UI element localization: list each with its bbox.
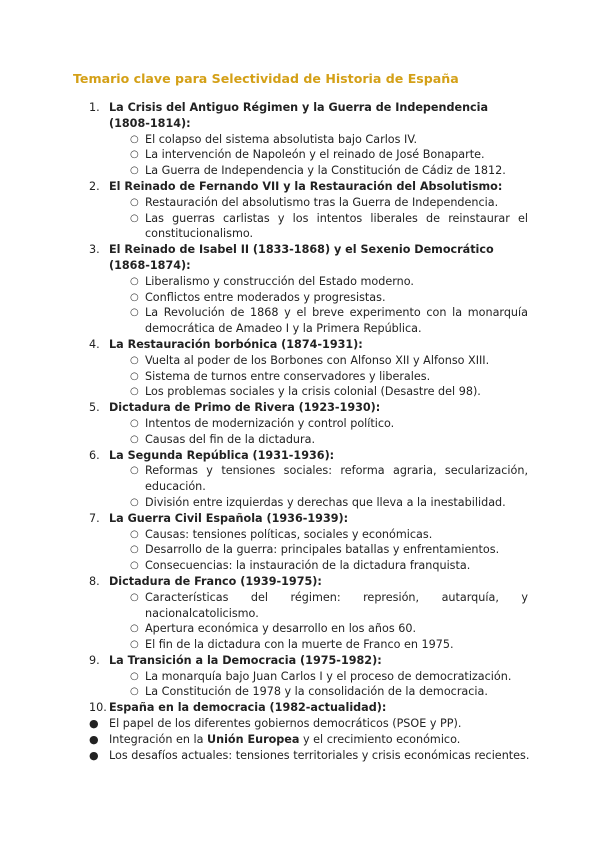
sub-item [0, 384, 600, 400]
hollow-bullet-icon: ○ [130, 623, 139, 635]
sub-item-text: La intervención de Napoleón y el reinado de José Bonaparte. [145, 148, 485, 162]
hollow-bullet-icon: ○ [130, 544, 139, 556]
sub-item [0, 432, 600, 448]
item-number: 1. [89, 101, 100, 114]
item-number: 8. [89, 574, 100, 588]
hollow-bullet-icon: ○ [130, 307, 139, 319]
bullet-item [0, 716, 600, 732]
sub-item [0, 558, 600, 574]
item-heading: La Transición a la Democracia (1975-1982): [109, 653, 382, 667]
item-number: 5. [89, 401, 100, 415]
hollow-bullet-icon: ○ [130, 465, 139, 477]
bullet-text: Los desafíos actuales: tensiones territoriales y crisis económicas recientes. [109, 748, 530, 762]
sub-item-text: El colapso del sistema absolutista bajo Carlos IV. [145, 132, 418, 146]
filled-bullet-icon: ● [89, 748, 99, 762]
sub-item-text: La Constitución de 1978 y la consolidación de la democracia. [145, 685, 488, 699]
sub-item-text: Consecuencias: la instauración de la dictadura franquista. [145, 559, 471, 573]
sub-item [0, 305, 600, 337]
sub-item-text: Conflictos entre moderados y progresistas. [145, 290, 386, 304]
filled-bullet-icon: ● [89, 732, 99, 746]
item-number: 6. [89, 448, 100, 462]
sub-item [0, 590, 600, 622]
sub-item-text: Los problemas sociales y la crisis colonial (Desastre del 98). [145, 385, 481, 399]
sub-item-text: Intentos de modernización y control político. [145, 416, 395, 430]
list-item [0, 448, 600, 464]
list-item [0, 100, 600, 132]
hollow-bullet-icon: ○ [130, 370, 139, 382]
sub-item [0, 211, 600, 243]
item-heading: La Guerra Civil Española (1936-1939): [109, 511, 349, 525]
sub-item [0, 147, 600, 163]
bullet-text: El papel de los diferentes gobiernos democráticos (PSOE y PP). [109, 717, 462, 731]
sub-item [0, 416, 600, 432]
sub-item-text: Liberalismo y construcción del Estado moderno. [145, 274, 414, 288]
filled-bullet-icon: ● [89, 717, 99, 731]
item-heading: España en la democracia (1982-actualidad): [109, 701, 387, 715]
topic-list [0, 100, 600, 763]
item-heading: La Restauración borbónica (1874-1931): [109, 337, 363, 351]
sub-item-text: La Guerra de Independencia y la Constitución de Cádiz de 1812. [145, 164, 506, 178]
sub-item [0, 353, 600, 369]
sub-item [0, 274, 600, 290]
hollow-bullet-icon: ○ [130, 670, 139, 682]
item-heading: La Segunda República (1931-1936): [109, 448, 335, 462]
hollow-bullet-icon: ○ [130, 560, 139, 572]
sub-item-text: La monarquía bajo Juan Carlos I y el proceso de democratización. [145, 669, 512, 683]
sub-item-text: Desarrollo de la guerra: principales batallas y enfrentamientos. [145, 543, 500, 557]
sub-item-text: División entre izquierdas y derechas que lleva a la inestabilidad. [145, 495, 506, 509]
hollow-bullet-icon: ○ [130, 354, 139, 366]
sub-item-text: Características del régimen: represión, autarquía, y nacionalcatolicismo. [145, 590, 528, 620]
item-heading: El Reinado de Fernando VII y la Restauración del Absolutismo: [109, 179, 503, 193]
sub-item-text: El fin de la dictadura con la muerte de Franco en 1975. [145, 638, 454, 652]
hollow-bullet-icon: ○ [130, 417, 139, 429]
sub-item [0, 684, 600, 700]
sub-item [0, 195, 600, 211]
item-heading: El Reinado de Isabel II (1833-1868) y el Sexenio Democrático (1868-1874): [109, 243, 494, 272]
sub-item-text: Causas: tensiones políticas, sociales y económicas. [145, 527, 433, 541]
sub-item [0, 290, 600, 306]
item-heading: Dictadura de Franco (1939-1975): [109, 574, 322, 588]
sub-item-text: Apertura económica y desarrollo en los años 60. [145, 622, 417, 636]
hollow-bullet-icon: ○ [130, 149, 139, 161]
hollow-bullet-icon: ○ [130, 275, 139, 287]
list-item [0, 242, 600, 274]
sub-item [0, 669, 600, 685]
list-item [0, 574, 600, 590]
sub-item-text: Causas del fin de la dictadura. [145, 432, 316, 446]
sub-item [0, 163, 600, 179]
hollow-bullet-icon: ○ [130, 433, 139, 445]
hollow-bullet-icon: ○ [130, 165, 139, 177]
sub-item-text: Sistema de turnos entre conservadores y liberales. [145, 369, 431, 383]
bullet-text: Integración en la Unión Europea y el crecimiento económico. [109, 732, 461, 746]
item-number: 7. [89, 511, 100, 525]
list-item [0, 400, 600, 416]
list-item [0, 511, 600, 527]
item-heading: La Crisis del Antiguo Régimen y la Guerra de Independencia (1808-1814): [109, 101, 489, 130]
list-item [0, 179, 600, 195]
list-item [0, 700, 600, 716]
hollow-bullet-icon: ○ [130, 196, 139, 208]
hollow-bullet-icon: ○ [130, 212, 139, 224]
sub-item [0, 369, 600, 385]
list-item [0, 653, 600, 669]
hollow-bullet-icon: ○ [130, 133, 139, 145]
bullet-bold-text: Unión Europea [207, 732, 300, 746]
hollow-bullet-icon: ○ [130, 496, 139, 508]
sub-item [0, 637, 600, 653]
sub-item-text: Las guerras carlistas y los intentos liberales de reinstaurar el constitucionalismo. [145, 211, 528, 241]
hollow-bullet-icon: ○ [130, 686, 139, 698]
sub-item [0, 463, 600, 495]
sub-item [0, 132, 600, 148]
hollow-bullet-icon: ○ [130, 291, 139, 303]
hollow-bullet-icon: ○ [130, 591, 139, 603]
item-number: 3. [89, 243, 100, 257]
hollow-bullet-icon: ○ [130, 639, 139, 651]
document-title: Temario clave para Selectividad de Historia de España [73, 71, 459, 86]
sub-item [0, 495, 600, 511]
sub-item-text: Reformas y tensiones sociales: reforma agraria, secularización, educación. [145, 464, 528, 494]
sub-item-text: Vuelta al poder de los Borbones con Alfonso XII y Alfonso XIII. [145, 353, 490, 367]
bullet-item [0, 748, 600, 764]
item-number: 10. [89, 701, 107, 715]
item-number: 2. [89, 179, 100, 193]
item-number: 4. [89, 337, 100, 351]
hollow-bullet-icon: ○ [130, 386, 139, 398]
item-number: 9. [89, 653, 100, 667]
list-item [0, 337, 600, 353]
sub-item [0, 621, 600, 637]
item-heading: Dictadura de Primo de Rivera (1923-1930): [109, 401, 381, 415]
bullet-item [0, 732, 600, 748]
sub-item-text: La Revolución de 1868 y el breve experimento con la monarquía democrática de Amadeo I y la Primera República. [145, 306, 528, 336]
sub-item-text: Restauración del absolutismo tras la Guerra de Independencia. [145, 195, 499, 209]
sub-item [0, 527, 600, 543]
hollow-bullet-icon: ○ [130, 528, 139, 540]
sub-item [0, 542, 600, 558]
